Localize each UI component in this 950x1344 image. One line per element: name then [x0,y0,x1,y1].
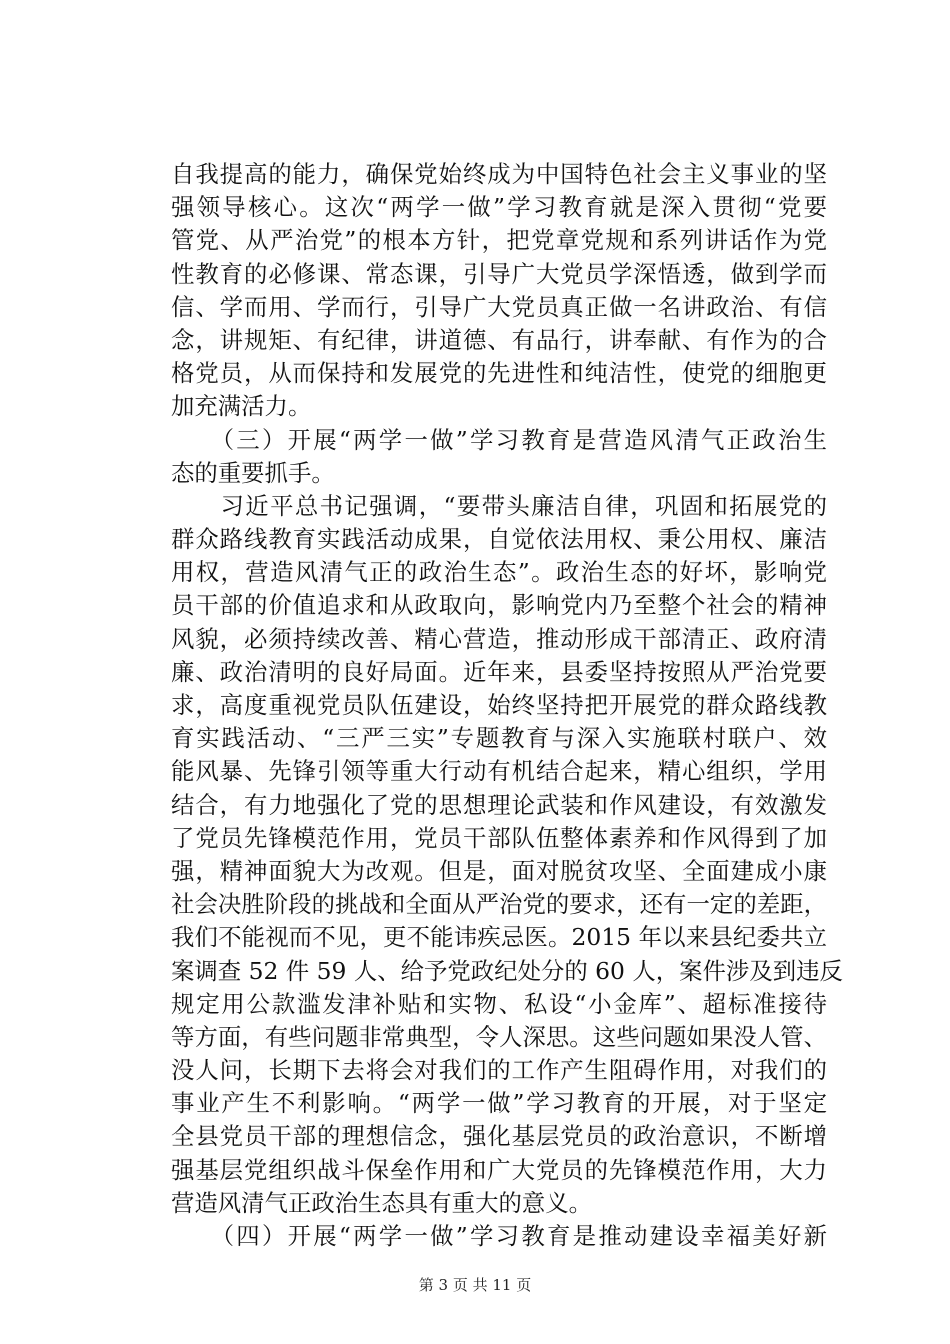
text-line: 求，高度重视党员队伍建设，始终坚持把开展党的群众路线教 [171,691,827,719]
text-line: 念，讲规矩、有纪律，讲道德、有品行，讲奉献、有作为的合 [171,325,827,354]
text-line: 没人问，长期下去将会对我们的工作产生阻碍作用，对我们的 [171,1056,827,1085]
text-line: 强，精神面貌大为改观。但是，面对脱贫攻坚、全面建成小康 [171,856,827,885]
text-line: 结合，有力地强化了党的思想理论武装和作风建设，有效激发 [171,790,827,819]
page-number-footer: 第 3 页 共 11 页 [418,1276,532,1294]
text-line: 规定用公款滥发津补贴和实物、私设“小金库”、超标准接待 [171,989,827,1018]
text-line: 能风暴、先锋引领等重大行动有机结合起来，精心组织，学用 [171,757,827,786]
text-line: 自我提高的能力，确保党始终成为中国特色社会主义事业的坚 [171,160,827,188]
text-line: 事业产生不利影响。“两学一做”学习教育的开展，对于坚定 [171,1089,827,1118]
text-line: 育实践活动、“三严三实”专题教育与深入实施联村联户、效 [171,724,827,753]
section-heading-line: （四）开展“两学一做”学习教育是推动建设幸福美好新 [171,1222,827,1250]
text-line: 等方面，有些问题非常典型，令人深思。这些问题如果没人管、 [171,1022,827,1051]
text-line: 了党员先锋模范作用，党员干部队伍整体素养和作风得到了加 [171,823,827,852]
text-line: 信、学而用、学而行，引导广大党员真正做一名讲政治、有信 [171,292,827,321]
text-line: 群众路线教育实践活动成果，自觉依法用权、秉公用权、廉洁 [171,525,827,554]
text-line: 风貌，必须持续改善、精心营造，推动形成干部清正、政府清 [171,624,827,653]
text-line: 加充满活力。 [171,392,312,421]
document-body [171,158,843,1253]
text-line: 强领导核心。这次“两学一做”学习教育就是深入贯彻“党要 [171,193,827,222]
text-line: 我们不能视而不见，更不能讳疾忌医。2015 年以来县纪委共立 [171,923,827,952]
section-heading-line: 态的重要抓手。 [171,458,335,487]
text-line: 管党、从严治党”的根本方针，把党章党规和系列讲话作为党 [171,226,827,255]
text-line: 员干部的价值追求和从政取向，影响党内乃至整个社会的精神 [171,591,827,620]
text-line: 格党员，从而保持和发展党的先进性和纯洁性，使党的细胞更 [171,359,827,388]
section-heading-line: （三）开展“两学一做”学习教育是营造风清气正政治生 [171,425,827,454]
text-line: 廉、政治清明的良好局面。近年来，县委坚持按照从严治党要 [171,657,827,686]
text-line: 强基层党组织战斗保垒作用和广大党员的先锋模范作用，大力 [171,1155,827,1184]
text-line: 全县党员干部的理想信念，强化基层党员的政治意识，不断增 [171,1122,827,1151]
text-line: 习近平总书记强调，“要带头廉洁自律，巩固和拓展党的 [171,491,827,520]
text-line: 用权，营造风清气正的政治生态”。政治生态的好坏，影响党 [171,558,827,587]
text-line: 案调查 52 件 59 人、给予党政纪处分的 60 人，案件涉及到违反 [171,956,843,985]
text-line: 性教育的必修课、常态课，引导广大党员学深悟透，做到学而 [171,259,827,288]
text-line: 营造风清气正政治生态具有重大的意义。 [171,1188,593,1217]
text-line: 社会决胜阶段的挑战和全面从严治党的要求，还有一定的差距， [171,890,827,919]
